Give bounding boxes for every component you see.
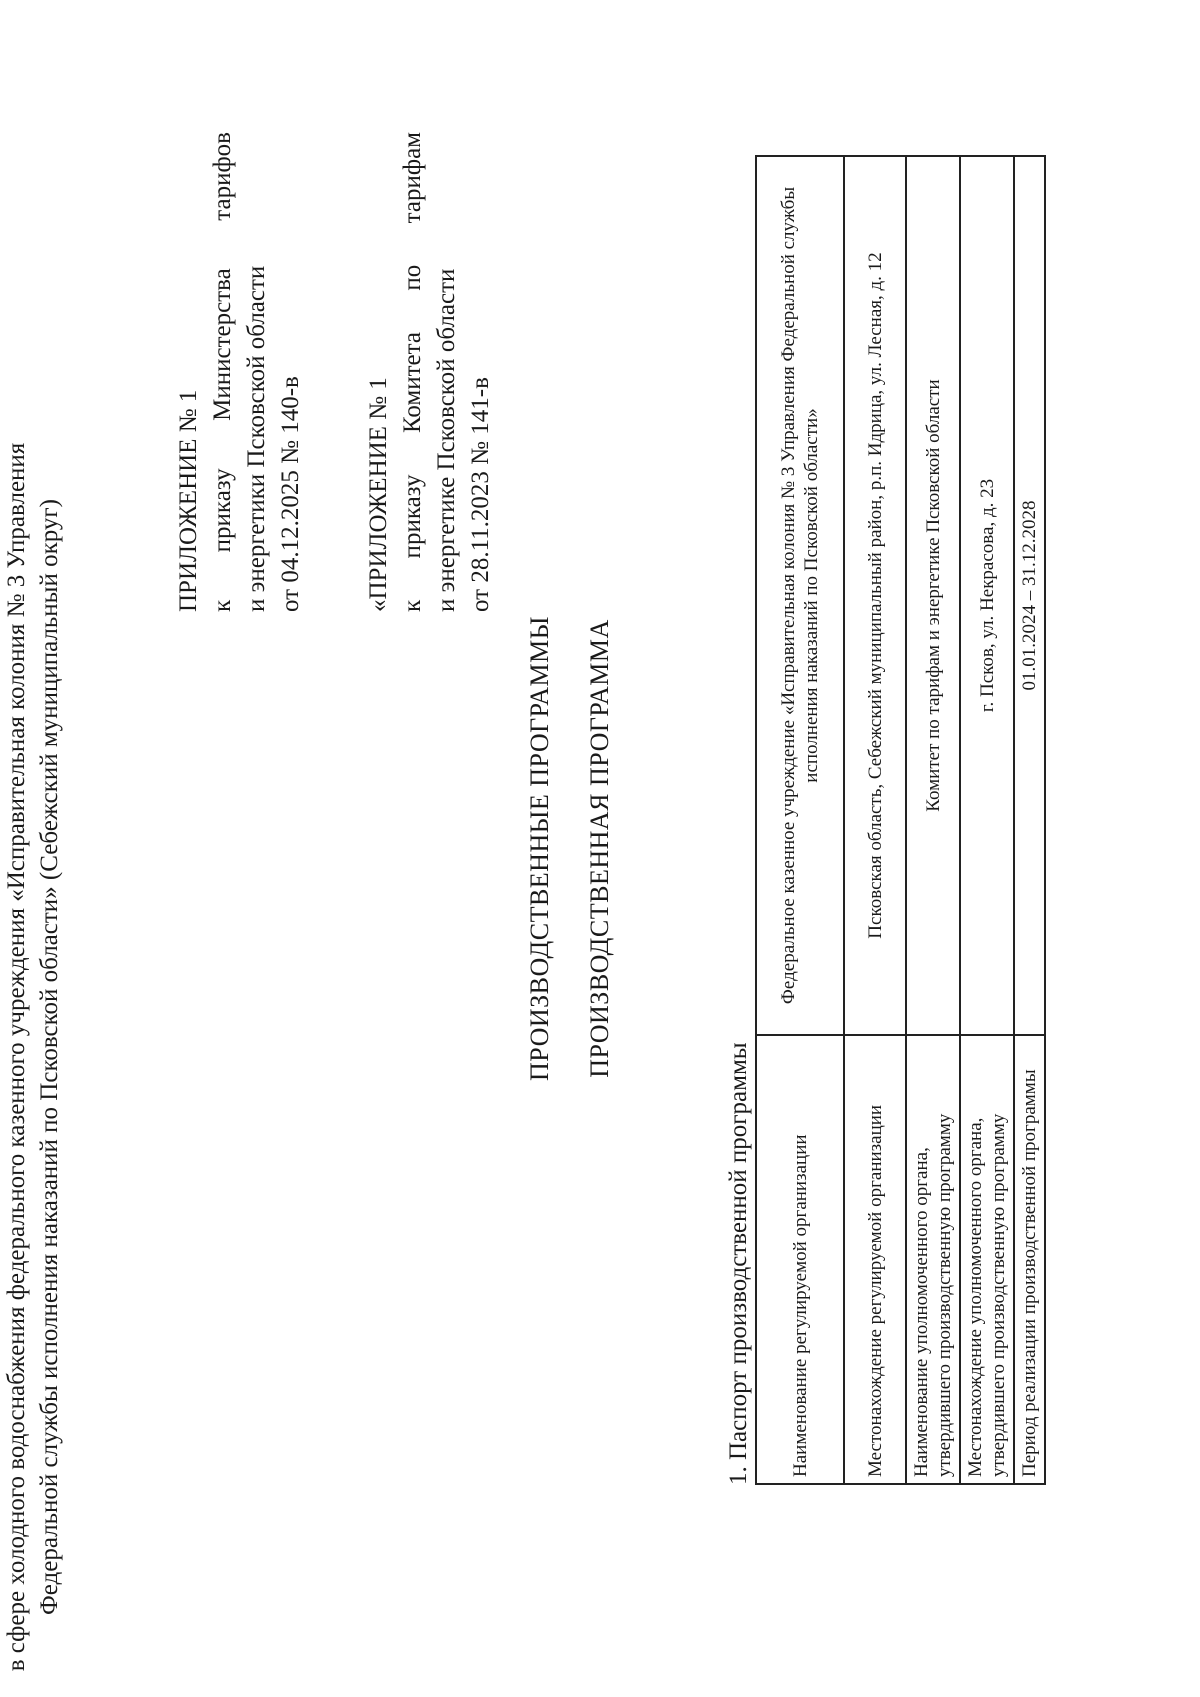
appendix-new-line3: от 04.12.2025 № 140-в xyxy=(277,376,304,612)
appendix-old-block xyxy=(362,132,498,612)
appendix-old-line3: от 28.11.2023 № 141-в xyxy=(467,377,494,612)
table-row xyxy=(844,156,906,1484)
appendix-old-word: тарифам xyxy=(399,132,426,224)
table-row xyxy=(756,156,844,1484)
appendix-old-title: «ПРИЛОЖЕНИЕ № 1 xyxy=(365,377,392,612)
document-main-title: ПРОИЗВОДСТВЕННЫЕ ПРОГРАММЫ xyxy=(525,616,554,1081)
appendix-old-word: Комитета xyxy=(399,332,426,434)
appendix-new-word: Министерства xyxy=(209,268,236,421)
row-label: Период реализации производственной программы xyxy=(1014,1035,1045,1484)
row-label: Местонахождение регулируемой организации xyxy=(844,1035,906,1484)
appendix-new-word: тарифов xyxy=(209,132,236,221)
passport-table xyxy=(755,155,1046,1485)
row-value: Федеральное казенное учреждение «Исправительная колония № 3 Управления Федеральной службы исполнения наказаний по Псковской области» xyxy=(756,156,844,1035)
row-label: Наименование регулируемой организации xyxy=(756,1035,844,1484)
appendix-new-title: ПРИЛОЖЕНИЕ № 1 xyxy=(175,389,202,612)
appendix-old-line2: и энергетике Псковской области xyxy=(433,268,460,612)
table-row xyxy=(1014,156,1045,1484)
appendix-old-word: к xyxy=(399,599,426,612)
appendix-new-block xyxy=(172,132,308,612)
appendix-new-line2: и энергетики Псковской области xyxy=(243,265,270,612)
row-label: Местонахождение уполномоченного органа, утвердившего производственную программу xyxy=(960,1035,1014,1484)
program-title: ПРОИЗВОДСТВЕННАЯ ПРОГРАММА xyxy=(585,619,614,1078)
row-value: 01.01.2024 – 31.12.2028 xyxy=(1014,156,1045,1035)
passport-section-heading: 1. Паспорт производственной программы xyxy=(725,1042,752,1485)
appendix-old-word: по xyxy=(399,264,426,291)
row-value: г. Псков, ул. Некрасова, д. 23 xyxy=(960,156,1014,1035)
appendix-new-word: к xyxy=(209,599,236,612)
appendix-old-line1 xyxy=(396,132,430,612)
program-description: в сфере холодного водоснабжения федерального казенного учреждения «Исправительная колония № 3 Управления Федеральной службы исполнения наказаний по Псковской области» (Себежский муниципальный округ) xyxy=(3,442,63,1672)
row-value: Комитет по тарифам и энергетике Псковской области xyxy=(906,156,960,1035)
table-row xyxy=(906,156,960,1484)
table-row xyxy=(960,156,1014,1484)
row-label: Наименование уполномоченного органа, утвердившего производственную программу xyxy=(906,1035,960,1484)
appendix-new-line1 xyxy=(206,132,240,612)
row-value: Псковская область, Себежский муниципальный район, р.п. Идрица, ул. Лесная, д. 12 xyxy=(844,156,906,1035)
appendix-old-word: приказу xyxy=(399,474,426,559)
appendix-new-word: приказу xyxy=(209,468,236,553)
